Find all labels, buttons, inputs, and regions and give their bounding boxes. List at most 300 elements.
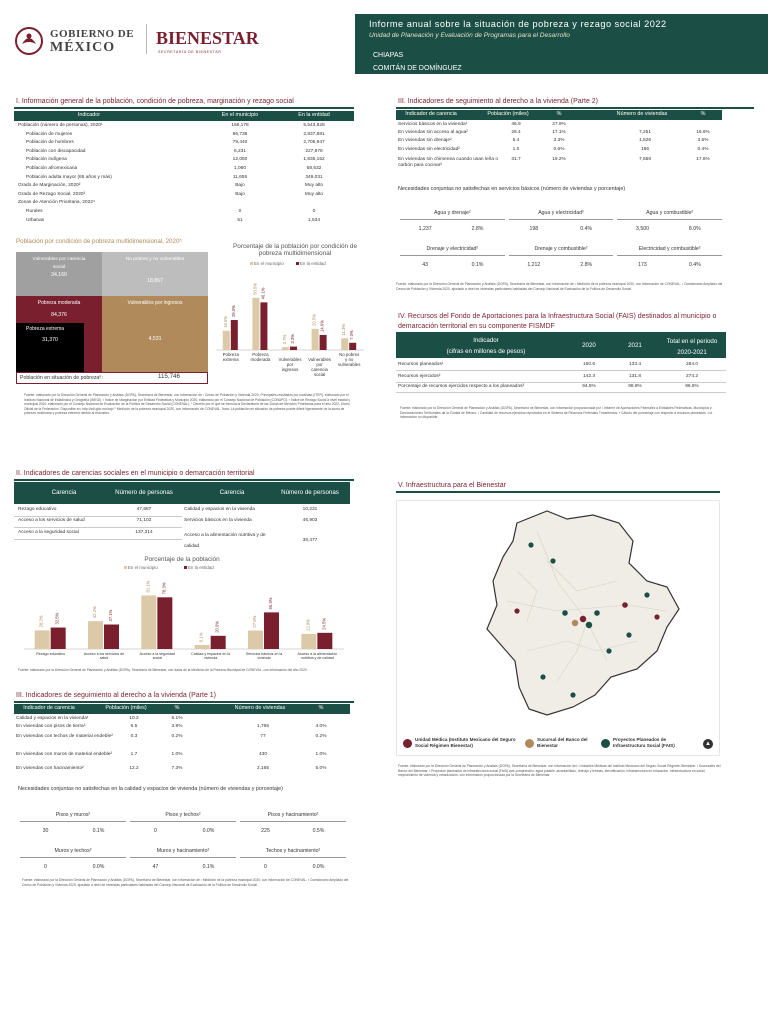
s3a-nec-label: Techos y hacinamiento² [265, 848, 321, 854]
s3a-col-4: % [318, 705, 324, 711]
s3a-nec-divider [20, 821, 126, 822]
s3b-row-label: En viviendas sin chimenea cuando usan leña o carbón para cocinar² [398, 157, 499, 168]
category-label-1: Pobreza moderada [250, 352, 271, 362]
s3b-col-0: Indicador de carencia [405, 111, 457, 117]
s3a-nec-pct: 0.0% [202, 828, 215, 834]
bar-4-0 [248, 631, 263, 649]
s4-col-indicador-sub: (cifras en millones de pesos) [446, 348, 526, 355]
s1-row-entidad: 227,878 [305, 148, 323, 154]
box-vulnerables-carencia-value: 34,160 [51, 272, 67, 278]
s1-row-label: Población afromexicana [26, 166, 78, 171]
s3a-col-1: Población (miles) [105, 705, 147, 711]
bar-1-0 [252, 298, 259, 350]
data-label-1-0: 42.2% [92, 606, 97, 619]
s1-row-label: Población de mujeres [26, 131, 73, 137]
project-icon [601, 739, 610, 748]
s3b-nec-num: 173 [638, 262, 647, 268]
s1-row-label: Población adulta mayor (65 años y más) [26, 174, 112, 180]
s1-row-entidad: 1,835,152 [303, 157, 325, 163]
s2-right-label: Acceso a la alimentación nutritiva y de calidad [184, 533, 266, 549]
s4-row-label: Porcentaje de recursos ejercidos respecto a los planeados³ [398, 384, 525, 389]
s3b-nec-pct: 8.0% [688, 226, 701, 232]
data-label-4-1: 55.5% [268, 597, 273, 610]
bar-4-1 [349, 343, 356, 350]
s3a-nec-pct: 0.1% [92, 828, 105, 834]
s3b-nec-divider [509, 219, 614, 220]
s3b-nec-pct: 0.4% [580, 226, 593, 232]
bar-0-1 [231, 320, 238, 350]
data-label-0-0: 18.6% [222, 315, 228, 328]
s3b-nec-label: Agua y combustible² [646, 210, 694, 216]
s1-row-label: Población indígena [26, 157, 67, 163]
data-label-2-1: 78.3% [161, 582, 167, 595]
section-5-title: V. Infraestructura para el Bienestar [398, 482, 506, 489]
legend-unidad-medica: Unidad Médica (Instituto Mexicano del Seguro Social Régimen Bienestar) [415, 737, 516, 748]
s3a-row-pct: 7.3% [171, 766, 183, 771]
s1-row-entidad: 349,031 [305, 174, 323, 180]
s3a-nec-pct: 0.5% [312, 828, 325, 834]
s2-left-label: Acceso a la seguridad social [18, 530, 79, 535]
s3b-necesidades-title: Necesidades conjuntas no satisfechas en servicios básicos (número de viviendas y porcentaje) [398, 186, 626, 192]
logo-divider [146, 24, 147, 54]
s1-row-municipio: 1,060 [233, 166, 246, 171]
chart1-svg [210, 254, 370, 378]
box-vulnerables-carencia-label: Vulnerables por carencia social [32, 257, 86, 270]
s3b-col-4: % [700, 111, 706, 117]
s4-row-2021: 131.8 [628, 374, 641, 379]
section-3a-notes: Fuente: elaborado por la Dirección General de Planeación y Análisis (DGPA), Secretaría de Bienestar, con información de ¹ Medición de la pobreza municipal 2020, con información de CONEVAL. ² Cuestionario Ampliado del Censo de Población y Vivienda 2020, ajustado a nivel de viviendas particulares habitadas del Consejo Nacional de Evaluación de la Política de Desarrollo Social. [22, 878, 349, 887]
box-pobreza-moderada-label: Pobreza moderada [37, 300, 81, 306]
chart2-svg [14, 563, 354, 663]
s3a-nec-num: 47 [152, 864, 159, 870]
data-label-0-0: 28.2% [38, 615, 44, 628]
s3b-nec-num: 198 [529, 226, 539, 232]
s2-right-value: 38,477 [302, 538, 318, 543]
s3b-row-label: En viviendas sin drenaje² [398, 138, 452, 143]
s4-row-2021: 98.8% [628, 384, 642, 389]
s4-row-2021: 133.4 [628, 362, 641, 367]
s3b-row-pct: 0.6% [553, 147, 565, 152]
data-label-3-1: 20.0% [214, 620, 220, 633]
box-vulnerables-carencia [16, 252, 102, 296]
legend-swatch-1 [296, 262, 299, 265]
municipality-map[interactable] [396, 500, 720, 756]
pobreza-total-label: Población en situación de pobreza⁶: [20, 375, 103, 381]
legend-label-1: En la entidad [300, 261, 326, 266]
s1-row-entidad: 58,532 [306, 166, 322, 171]
box-no-pobres-value: 18,867 [147, 278, 163, 284]
s1-row-municipio: 86,738 [232, 131, 248, 137]
s3a-col-3: Número de viviendas [234, 705, 286, 711]
s1-row-label: Población con discapacidad [26, 148, 86, 154]
s1-row-entidad: Muy alto [304, 191, 324, 197]
s1-col-municipio: En el municipio [221, 112, 259, 118]
s3a-nec-num: 225 [261, 828, 270, 834]
section-2-title: II. Indicadores de carencias sociales en el municipio o demarcación territorial [16, 470, 255, 477]
bar-3-1 [320, 335, 327, 350]
s3a-nec-label: Pisos y muros² [55, 812, 91, 818]
s3b-row-vpct: 3.5% [697, 138, 709, 143]
category-label-3: Vulnerables por carencia social [308, 357, 332, 377]
bar-5-1 [317, 633, 332, 649]
s3a-row-viviendas: 1,765 [256, 724, 269, 729]
s3b-row-viviendas: 186 [640, 147, 649, 152]
s4-row-divider [396, 382, 726, 383]
s2-col-carencia-right: Carencia [219, 489, 245, 496]
s4-row-total: 96.5% [685, 384, 699, 389]
s3a-nec-pct: 0.1% [202, 864, 215, 870]
s3a-row-pct: 6.1% [171, 716, 183, 721]
s3b-row-pct: 3.3% [553, 138, 565, 143]
s3b-nec-divider [617, 219, 722, 220]
s3a-col-2: % [174, 705, 180, 711]
s3a-row-vpct: 4.0% [315, 724, 327, 729]
report-title: Informe anual sobre la situación de pobreza y rezago social 2022 [369, 19, 667, 29]
s3b-nec-num: 3,500 [636, 226, 649, 232]
s1-row-municipio: 79,440 [232, 140, 248, 146]
box-no-pobres [102, 252, 208, 296]
s3a-row-poblacion: 1.7 [130, 752, 138, 757]
bar-4-0 [341, 338, 348, 350]
s2-col-numero-right: Número de personas [281, 489, 339, 496]
s3b-nec-pct: 2.8% [580, 262, 593, 268]
s2-left-label: Rezago educativo [18, 507, 57, 512]
legend-label-0: En el municipio [254, 261, 284, 266]
hospital-icon [403, 739, 412, 748]
s3b-nec-pct: 0.1% [471, 262, 484, 268]
s1-row-label: Población de hombres [26, 140, 74, 146]
s3a-nec-num: 0 [264, 864, 267, 870]
s3b-row-label: Servicios básicos en la vivienda¹ [398, 122, 468, 127]
s2-right-label: Calidad y espacios en la vivienda [184, 507, 255, 512]
data-label-4-0: 11.3% [341, 323, 347, 336]
bar-2-0 [282, 347, 289, 350]
s4-row-2020: 142.3 [582, 374, 595, 379]
legend-swatch-0 [124, 566, 127, 569]
s4-row-2020: 150.6 [582, 362, 595, 367]
s3a-necesidades-title: Necesidades conjuntas no satisfechas en la calidad y espacios de vivienda (número de viviendas y porcentaje) [18, 786, 283, 792]
section-1-title: I. Información general de la población, condición de pobreza, marginación y rezago social [16, 98, 294, 105]
chart2-title: Porcentaje de la población [144, 556, 220, 563]
s1-row-municipio: 12,050 [232, 157, 248, 163]
s3b-row-poblacion: 46.9 [511, 122, 521, 127]
s3b-col-2: % [556, 111, 562, 117]
state-name: CHIAPAS [373, 52, 404, 59]
category-label-0: Rezago educativo [36, 652, 66, 656]
data-label-1-1: 46.1% [260, 287, 266, 300]
s1-row-municipio: Bajo [235, 191, 245, 197]
category-label-3: Calidad y espacios en la vivienda [191, 652, 231, 661]
s1-row-entidad: Muy alto [304, 183, 324, 189]
s3a-row-label: En viviendas con hacinamiento² [16, 766, 84, 771]
s3a-nec-divider [240, 857, 346, 858]
s3a-nec-label: Pisos y techos² [165, 812, 201, 818]
s4-col-2021: 2021 [628, 342, 642, 349]
s3b-nec-label: Electricidad y combustible² [638, 246, 701, 252]
municipality-name: COMITÁN DE DOMÍNGUEZ [373, 65, 462, 72]
s1-col-indicator: Indicador [77, 112, 101, 118]
category-label-4: Servicios básicos en la vivienda [245, 652, 283, 661]
map-svg [397, 501, 721, 731]
s3b-nec-label: Agua y drenaje² [434, 210, 471, 216]
category-label-2: Vulnerables por ingresos [278, 357, 302, 372]
s1-row-entidad: 0 [312, 209, 316, 214]
s3a-nec-pct: 0.0% [92, 864, 105, 870]
box-no-pobres-label: No pobres y no vulnerables [125, 257, 185, 262]
s3b-nec-divider [400, 255, 505, 256]
s1-row-entidad: 2,837,881 [303, 131, 325, 137]
s3b-col-3: Número de viviendas [616, 111, 668, 117]
s3a-row-poblacion: 0.3 [130, 734, 138, 739]
bar-2-0 [141, 595, 156, 649]
legend-banco: Sucursal del Banco del Bienestar [537, 737, 588, 748]
s3b-col-1: Población (miles) [487, 111, 529, 117]
bar-2-1 [290, 347, 297, 350]
s3b-nec-label: Drenaje y electricidad² [426, 246, 479, 252]
s3b-row-poblacion: 31.7 [511, 157, 521, 162]
section-2-notes: Fuente: elaborado por la Dirección General de Planeación y Análisis (DGPA), Secretaría de Bienestar, con datos de la Medición de la Pobreza Municipal de CONEVAL, con información del año 2020. [18, 668, 308, 672]
section-3b-title: III. Indicadores de seguimiento al derecho a la vivienda (Parte 2) [398, 98, 599, 105]
s1-row-municipio: 166,178 [231, 123, 249, 128]
s3a-nec-label: Muros y techos² [54, 848, 92, 854]
section-3b-notes: Fuente: elaborado por la Dirección General de Planeación y Análisis (DGPA), Secretaría de Bienestar, con información de ¹ Medición de la pobreza municipal 2020, con información de CONEVAL. ² Cuestionario Ampliado del Censo de Población y Vivienda 2020, ajustado a nivel de viviendas particulares habitadas del Consejo Nacional de Evaluación de la Política de Desarrollo Social. [396, 282, 723, 291]
s3b-nec-label: Drenaje y combustible² [534, 246, 588, 252]
chart1-title: Porcentaje de la población por condición de pobreza multidimensional [233, 243, 357, 257]
s1-row-entidad: 1,534 [307, 217, 320, 223]
data-label-2-0: 81.1% [145, 580, 151, 593]
bar-0-0 [35, 630, 50, 649]
bar-4-1 [264, 612, 279, 649]
s3a-row-label: En viviendas con muros de material endeble² [16, 752, 112, 757]
gobierno-logo-line2: MÉXICO [50, 40, 116, 55]
s3b-nec-num: 43 [422, 262, 429, 268]
s1-row-municipio: 51 [237, 217, 243, 223]
s3a-col-0: Indicador de carencia [23, 705, 75, 711]
bar-2-1 [157, 597, 172, 649]
s3a-row-viviendas: 77 [260, 734, 266, 739]
s3b-nec-pct: 0.4% [688, 262, 701, 268]
s3a-row-viviendas: 2,165 [256, 766, 269, 771]
s3a-row-pct: 1.0% [171, 752, 183, 757]
box-vulnerables-ingresos-label: Vulnerables por ingresos [127, 300, 183, 306]
data-label-3-0: 20.5% [311, 313, 317, 326]
s3a-row-vpct: 1.0% [315, 752, 327, 757]
s3a-nec-label: Pisos y hacinamiento² [267, 812, 319, 818]
s3b-row-poblacion: 5.4 [512, 138, 520, 143]
s3b-row-pct: 27.9% [552, 122, 566, 127]
s1-row-label: Zonas de Atención Prioritaria, 2022⁴ [18, 200, 95, 206]
s2-row-divider [14, 539, 182, 540]
s3a-row-label: En viviendas con pisos de tierra² [16, 724, 86, 729]
s4-row-label: Recursos planeados¹ [398, 362, 444, 367]
s3b-row-viviendas: 7,658 [638, 157, 651, 162]
box-vulnerables-ingresos [102, 296, 208, 372]
gobierno-logo-line1: GOBIERNO DE [50, 28, 135, 40]
s2-col-carencia-left: Carencia [51, 489, 77, 496]
s3a-row-pct: 0.2% [171, 734, 183, 739]
s3b-row-viviendas: 7,251 [638, 130, 651, 135]
s4-row-divider [396, 392, 726, 393]
header-banner [355, 14, 768, 74]
s4-row-total: 274.2 [685, 374, 698, 379]
s3b-row-poblacion: 28.4 [511, 130, 521, 135]
bar-1-1 [104, 625, 119, 649]
section-4-notes: Fuente: elaborado por la Dirección General de Planeación y Análisis (DGPA), Secretaría de Bienestar, con información proporcionada por ¹ Informe de Aportaciones Federales a Entidades Federativas, Municipios y Demarcaciones Territoriales de la Ciudad de México. ² Cantidad de recursos ejercidos reportados en el Sistema de Recursos Federales Transferidos. ³ Cálculo del porcentaje con respecto a recursos planeados. n.d. información no disponible. [400, 406, 714, 419]
s4-col-total: Total en el periodo 2020-2021 [666, 338, 718, 356]
bank-icon [525, 739, 534, 748]
s3b-row-pct: 19.2% [552, 157, 566, 162]
section-4-title: IV. Recursos del Fondo de Aportaciones para la Infraestructura Social (FAIS) destinados al municipio o demarcación territorial en su componente FISMDF [398, 313, 717, 330]
s3a-nec-num: 30 [42, 828, 49, 834]
s1-row-label: Urbanas [26, 217, 45, 223]
bar-3-0 [195, 645, 210, 649]
s2-right-value: 46,903 [302, 518, 318, 523]
s3b-row-vpct: 0.4% [697, 147, 709, 152]
data-label-1-0: 50.5% [252, 282, 258, 295]
bar-3-1 [211, 636, 226, 649]
s3a-nec-divider [130, 821, 236, 822]
box-pobreza-extrema-label: Pobreza extrema [26, 326, 65, 332]
s3a-nec-divider [240, 821, 346, 822]
s3b-nec-label: Agua y electricidad² [538, 210, 584, 216]
data-label-3-0: 6.1% [198, 632, 204, 642]
s2-col-numero-left: Número de personas [115, 489, 173, 496]
s3a-nec-num: 0 [44, 864, 47, 870]
s3a-nec-label: Muros y hacinamiento² [156, 848, 210, 854]
data-label-2-1: 3.3% [290, 334, 295, 344]
s3b-row-poblacion: 1.0 [512, 147, 520, 152]
data-label-5-0: 22.9% [305, 619, 311, 631]
bar-3-0 [312, 329, 319, 350]
s2-right-value: 10,231 [302, 507, 318, 512]
legend-swatch-0 [250, 262, 253, 265]
category-label-4: No pobres y no vulnerables [337, 352, 361, 367]
box-vulnerables-ingresos-value: 4,531 [148, 336, 162, 342]
s3b-row-label: En viviendas sin electricidad² [398, 147, 460, 152]
s3b-nec-divider [400, 219, 505, 220]
data-label-0-1: 29.0% [230, 305, 236, 318]
gobierno-logo [14, 22, 138, 62]
data-label-4-0: 27.9% [252, 615, 257, 628]
category-label-0: Pobreza extrema [222, 352, 239, 362]
section-3a-title: III. Indicadores de seguimiento al derecho a la vivienda (Parte 1) [16, 692, 217, 699]
legend-label-0: En el municipio [128, 565, 158, 570]
section-5-notes: Fuente: elaborado por la Dirección General de Planeación y Análisis (DGPA), Secretaría de Bienestar, con información del ¹ Unidades Médicas del Instituto Mexicano del Seguro Social Régimen Bienestar. ² Sucursales del Banco del Bienestar. ³ Proyectos planeados de infraestructura social (FAIS) que comprenden: agua potable, alcantarillado, drenaje y letrinas, electrificación, infraestructura en educación, infraestructura en salud, mejoramiento de vivienda y urbanización, con información proporcionada por la Secretaría de Bienestar. [398, 764, 721, 777]
s3a-nec-divider [20, 857, 126, 858]
s1-row-municipio: 6,231 [233, 148, 246, 154]
bar-0-1 [51, 628, 66, 649]
s4-row-label: Recursos ejercidos² [398, 374, 441, 379]
s2-row-divider [14, 516, 182, 517]
legend-fais: Proyectos Planeados de Infraestructura Social (FAIS) [613, 737, 675, 748]
s4-row-2020: 94.5% [582, 384, 596, 389]
s1-row-municipio: Bajo [235, 183, 245, 189]
s3b-nec-divider [617, 255, 722, 256]
poverty-boxes-title: Población por condición de pobreza multidimensional, 2020⁵ [16, 238, 182, 245]
s3b-nec-pct: 2.8% [471, 226, 484, 232]
s2-left-value: 47,687 [136, 507, 152, 512]
report-subtitle: Unidad de Planeación y Evaluación de Programas para el Desarrollo [369, 32, 570, 39]
s1-row-label: Grado de Marginación, 2020² [18, 183, 81, 189]
data-label-4-1: 7.0% [349, 330, 355, 340]
s3a-row-viviendas: 430 [258, 752, 267, 757]
s3a-row-label: En viviendas con techos de material endeble² [16, 734, 113, 739]
bar-0-0 [223, 331, 230, 350]
bar-5-0 [301, 634, 316, 649]
s3a-row-poblacion: 12.2 [129, 766, 139, 771]
north-arrow-icon: ▲ [703, 739, 713, 749]
s2-left-label: Acceso a los servicios de salud [18, 518, 85, 523]
s1-row-entidad: 5,543,828 [303, 123, 325, 128]
s3b-row-label: En viviendas sin acceso al agua² [398, 130, 468, 135]
section-1-notes: Fuente: elaborado por la Dirección General de Planeación y Análisis (DGPA), Secretaría de Bienestar, con información de ¹ Censo de Población y Vivienda 2020, Principales resultados por localidad (ITER), elaborado por el Instituto Nacional de Estadística y Geografía (INEGI). ² Índice de Marginación por Entidad Federativa y Municipio 2020, elaborado por el Consejo Nacional de Población (CONAPO). ³ Índice de Rezago Social a nivel estatal y municipal 2020, elaborado por el Consejo Nacional de Evaluación de la Política de Desarrollo Social (CONEVAL). ⁴ Decreto por el que se formula la Declaratoria de las Zonas de Atención Prioritarias para el año 2022, Diario Oficial de la Federación. Disponible en: http://sdl.gob.mx/zap/ ⁵ Medición de la pobreza municipal 2020, con información de CONEVAL. Nota: La población en situación de pobreza puede diferir ligeramente de la suma de pobreza moderada y pobreza extrema debido al redondeo. [24, 393, 351, 415]
s3a-nec-divider [130, 857, 236, 858]
eagle-seal-icon [14, 24, 44, 58]
s1-row-entidad: 2,705,947 [303, 140, 325, 146]
s1-row-municipio: 0 [238, 209, 242, 214]
bar-1-1 [260, 302, 267, 350]
s3a-row-pct: 3.9% [171, 724, 183, 729]
data-label-5-1: 24.5% [321, 617, 327, 630]
s2-row-divider [14, 527, 182, 528]
s1-col-entidad: En la entidad [298, 112, 330, 118]
s3b-nec-divider [509, 255, 614, 256]
bienestar-logo [156, 22, 286, 62]
category-label-2: Acceso a la seguridad social [139, 652, 176, 661]
s1-row-label: Grado de Rezago Social, 2020³ [18, 191, 86, 197]
s3b-row-vpct: 17.6% [696, 157, 710, 162]
data-label-2-0: 2.7% [282, 334, 287, 345]
s2-left-value: 71,102 [136, 518, 152, 523]
box-pobreza-extrema [16, 323, 84, 372]
bar-1-0 [88, 621, 103, 649]
s4-row-total: 284.0 [685, 362, 698, 367]
s3a-row-label: Calidad y espacios en la vivienda¹ [16, 716, 89, 721]
data-label-0-1: 32.5% [54, 612, 60, 625]
s3b-row-viviendas: 1,526 [638, 138, 651, 143]
data-label-3-1: 14.6% [319, 320, 325, 332]
s2-left-value: 137,314 [135, 530, 153, 535]
s4-col-indicador: Indicador [473, 337, 499, 344]
bienestar-logo-subtitle: SECRETARÍA DE BIENESTAR [158, 50, 222, 54]
s3a-row-vpct: 0.2% [315, 734, 327, 739]
s4-row-divider [396, 370, 726, 371]
s3a-row-vpct: 5.0% [315, 766, 327, 771]
box-pobreza-moderada-value: 84,376 [51, 312, 67, 318]
s3b-row-pct: 17.1% [552, 130, 566, 135]
pobreza-total-value: 115,746 [158, 373, 180, 380]
box-pobreza-extrema-value: 31,370 [42, 337, 58, 343]
bienestar-logo-text: BIENESTAR [156, 28, 259, 48]
header [0, 0, 768, 82]
s4-col-2020: 2020 [582, 342, 596, 349]
s1-row-label: Rurales [26, 209, 43, 214]
category-label-1: Acceso a los servicios de salud [83, 652, 125, 661]
s2-right-label: Servicios básicos en la vivienda [184, 518, 252, 523]
data-label-1-1: 37.1% [108, 609, 113, 622]
legend-swatch-1 [184, 566, 187, 569]
s3b-nec-num: 1,212 [527, 262, 541, 268]
legend-label-1: En la entidad [188, 565, 214, 570]
s3a-row-poblacion: 6.5 [130, 724, 138, 729]
s3a-row-poblacion: 10.2 [129, 716, 139, 721]
s3b-row-vpct: 16.6% [696, 130, 710, 135]
s3b-nec-num: 1,237 [418, 226, 432, 232]
s1-row-municipio: 11,655 [232, 174, 248, 180]
s3a-nec-pct: 0.0% [312, 864, 325, 870]
s1-row-label: Población (número de personas), 2020¹ [18, 123, 103, 128]
category-label-5: Acceso a la alimentación nutritiva y de calidad [297, 652, 338, 661]
